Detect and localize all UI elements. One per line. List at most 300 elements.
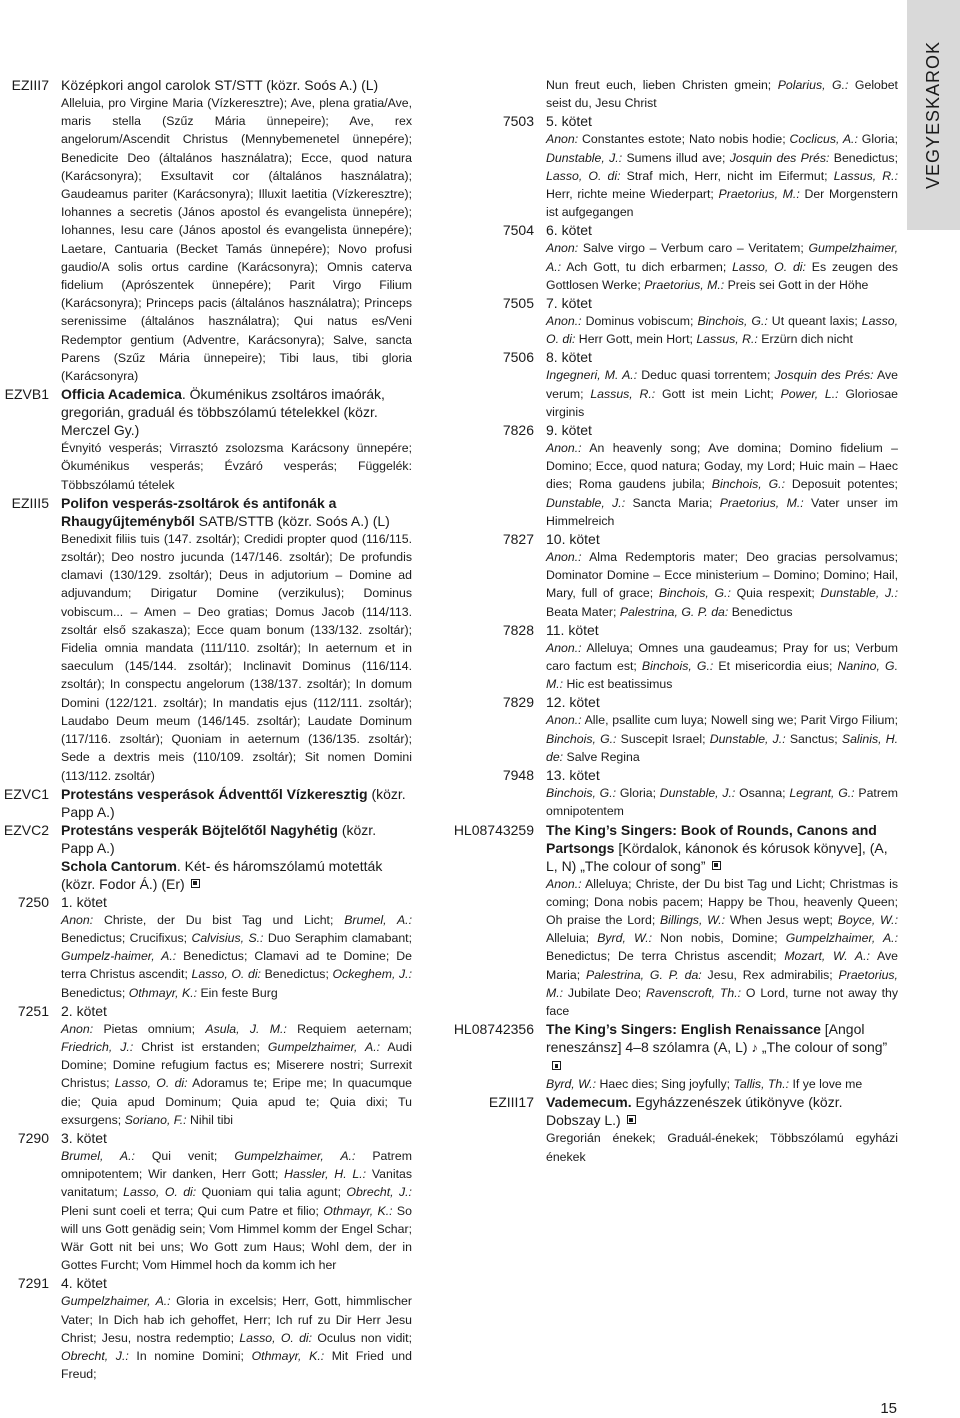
contents-text: Sumens illud ave;	[622, 150, 730, 165]
composer-name: Obrecht, J.:	[346, 1185, 412, 1200]
contents-text: Ave verum;	[546, 368, 898, 401]
catalog-entry	[0, 1274, 412, 1383]
contents-text: Patrem omnipotentem	[546, 786, 898, 819]
composer-name: Ockeghem, J.:	[332, 967, 412, 982]
contents-text: Vanitas vanitatum;	[61, 1167, 412, 1200]
contents-text: Osanna;	[735, 786, 790, 801]
contents-text: Preis sei Gott in der Höhe	[724, 277, 869, 292]
entry-title	[61, 1002, 412, 1020]
contents-text: Erzürn dich nicht	[757, 332, 853, 347]
catalog-entry	[0, 857, 412, 893]
catalog-number: HL08742356	[453, 1021, 534, 1038]
contents-text: Ein feste Burg	[197, 985, 278, 1000]
contents-text: Ach Gott, tu dich erbarmen;	[561, 259, 733, 274]
contents-text: An heavenly song; Ave domina; Domino fidelium – Domino; Ecce, quod natura; Goday, my Lord; Huic main – Haec dies; Roma gaudens jubila;	[546, 441, 898, 492]
contents-text: Non nobis, Domine;	[652, 931, 786, 946]
entry-title	[546, 821, 898, 875]
catalog-number: 7250	[17, 893, 49, 910]
catalog-entry	[446, 421, 898, 530]
title-text: (közr. Papp A.)	[61, 821, 377, 856]
contents-text: Sancta Maria;	[625, 495, 720, 510]
title-text: (közr. Papp A.)	[61, 785, 406, 820]
contents-text: Herr, richte meine Wiederpart;	[546, 187, 719, 202]
catalog-entry	[446, 112, 898, 221]
catalog-number: 7829	[502, 694, 534, 711]
entry-body	[61, 785, 412, 821]
cd-format-icon	[712, 861, 721, 870]
entry-title	[546, 294, 898, 312]
composer-name: Gumpelzhaimer, A.:	[546, 241, 898, 274]
catalog-entry	[0, 385, 412, 494]
composer-name: Anon:	[546, 132, 579, 147]
composer-name: Dunstable, J.:	[546, 495, 626, 510]
composer-name: Mozart, W. A.:	[784, 949, 870, 964]
contents-text: Constantes estote; Nato nobis hodie;	[578, 132, 790, 147]
entry-body	[61, 821, 412, 857]
composer-name: Lasso, O. di:	[732, 259, 806, 274]
entry-body	[546, 821, 898, 1021]
catalog-number: 7948	[502, 767, 534, 784]
contents-text: Qui venit;	[134, 1148, 235, 1163]
composer-name: Binchois, G.:	[546, 731, 617, 746]
right-column	[446, 76, 898, 1166]
cd-format-icon	[191, 879, 200, 888]
title-text: 5. kötet	[546, 113, 592, 130]
contents-text: Alleluia, pro Virgine Maria (Vízkeresztre); Ave, plena gratia/Ave, maris stella (Szűz Mária ünnepeire); Ave, rex angelorum/Ascendit Christus (Mennybemenetel ünnepére); Benedicite Deo (általános használatra); Ecce, quod natura (Karácsonyra); Exsultavit cor (általános használatra); Gaudeamus pariter (Karácsonyra); Illuxit laetitia (Vízkeresztre); Iohannes a secretis (János apostol és evangelista ünnepére); Iohannes, Iesu care (János apostol és evangelista ünnepére); Laetare, Cantuaria (Becket Tamás ünnepére); Novo profusi gaudio/A solis ortus cardine (Karácsonyra); Omnis caterva fidelium (Aprószentek ünnepére); Parit Virgo Filium (Karácsonyra); Princeps pacis (általános használatra); Princeps serenissime (általános használatra); Qui natus es/Veni Redemptor gentium (Adventre, Karácsonyra); Salve, sancta Parens (Szűz Mária ünnepeire); Tibi laus, tibi gloria (Karácsonyra)	[61, 96, 412, 384]
composer-name: Anon.:	[546, 713, 582, 728]
composer-name: Brumel, A.:	[61, 1148, 135, 1163]
title-text: SATB/STTB (közr. Soós A.) (L)	[194, 512, 390, 529]
title-text: Officia Academica	[61, 386, 182, 403]
entry-contents	[546, 312, 898, 348]
composer-name: Gumpelzhaimer, A.:	[61, 1294, 171, 1309]
contents-text: Alleluya; Christe, der Du bist Tag und Licht; Christmas is coming; Dona nobis pacem; Happy be Thou, heavenly Queen; Oh praise the Lord;	[546, 876, 898, 927]
composer-name: Palestrina, G. P. da:	[619, 604, 729, 619]
entry-body	[61, 1129, 412, 1274]
catalog-number: 7826	[502, 422, 534, 439]
contents-text: Requiem aeternam;	[286, 1021, 412, 1036]
catalog-number	[0, 857, 61, 893]
contents-text: Gloria;	[616, 786, 660, 801]
contents-text: Pietas omnium;	[93, 1021, 206, 1036]
title-text: 1. kötet	[61, 893, 107, 910]
title-text: Polifon vesperás-zsoltárok és antifonák a Rhaugyűjteményből	[61, 494, 337, 529]
title-text: 13. kötet	[546, 767, 600, 784]
composer-name: Lasso, O. di:	[546, 314, 899, 347]
catalog-number: 7504	[502, 222, 534, 239]
composer-name: Dunstable, J.:	[820, 586, 898, 601]
composer-name: Anon.:	[546, 876, 582, 891]
entry-contents	[61, 1292, 412, 1383]
composer-name: Gumpelz-haimer, A.:	[61, 949, 177, 964]
composer-name: Lasso, O. di:	[123, 1185, 197, 1200]
composer-name: Praetorius, M.:	[644, 277, 725, 292]
catalog-number: EZIII17	[488, 1094, 534, 1111]
entry-contents	[546, 1129, 898, 1165]
entry-contents	[546, 76, 898, 112]
contents-text: Sanctus;	[785, 731, 842, 746]
entry-title	[61, 385, 412, 439]
contents-text: Patrem omnipotentem; Wir danken, Herr Gott;	[61, 1148, 412, 1182]
catalog-number: EZVB1	[4, 386, 49, 403]
composer-name: Obrecht, J.:	[61, 1348, 129, 1363]
contents-text: Quia respexit;	[730, 586, 821, 601]
entry-contents	[61, 94, 412, 385]
composer-name: Coclicus, A.:	[789, 132, 858, 147]
title-text: 6. kötet	[546, 222, 592, 239]
entry-body	[61, 494, 412, 785]
catalog-number: EZVC2	[3, 821, 49, 838]
contents-text: Salve virgo – Verbum caro – Veritatem;	[578, 241, 809, 256]
contents-text: Straf mich, Herr, nicht im Eifermut;	[620, 168, 834, 183]
composer-name: Ravenscroft, Th.:	[646, 985, 742, 1000]
title-text: Protestáns vesperások Ádventtől Vízkeresztig	[61, 785, 368, 802]
catalog-entry	[0, 785, 412, 821]
title-text: Egyházzenészek útikönyve (közr. Dobszay L.)	[546, 1094, 843, 1129]
contents-text: Duo Seraphim clamabant;	[263, 930, 412, 945]
entry-title	[546, 766, 898, 784]
catalog-number: 7828	[502, 621, 534, 638]
contents-text: Benedictus;	[829, 150, 898, 165]
entry-body	[61, 893, 412, 1002]
entry-body	[546, 112, 898, 221]
contents-text: Haec dies; Sing joyfully;	[596, 1077, 734, 1092]
composer-name: Calvisius, S.:	[191, 930, 264, 945]
contents-text: Jubilate Deo;	[563, 985, 646, 1000]
composer-name: Anon:	[546, 241, 579, 256]
contents-text: Pleni sunt coeli et terra; Qui cum Patre et filio;	[61, 1203, 324, 1218]
catalog-entry	[446, 1093, 898, 1165]
contents-text: Gloria;	[857, 132, 898, 147]
contents-text: Alleluya; Omnes una gaudeamus; Pray for us; Verbum caro factum est;	[546, 640, 898, 674]
catalog-number: 7291	[17, 1275, 49, 1292]
composer-name: Billings, W.:	[659, 912, 726, 927]
contents-text: Es zeugen des Gottlosen Werke;	[546, 259, 898, 292]
contents-text: Ave Maria;	[546, 949, 898, 982]
contents-text: Alma Redemptoris mater; Deo gracias persolvamus; Dominator Domine – Ecce ministerium – Domino; Domino; Hail, Mary, full of grace;	[546, 550, 898, 601]
catalog-entry	[0, 494, 412, 785]
entry-title	[61, 893, 412, 911]
contents-text: Deduc quasi torrentem;	[637, 368, 775, 383]
contents-text: Nihil tibi	[186, 1112, 234, 1127]
title-text: „The colour of song”	[758, 1039, 888, 1056]
composer-name: Anon:	[61, 1021, 94, 1036]
catalog-entry	[446, 221, 898, 294]
contents-text: Suscepit Israel;	[616, 731, 710, 746]
title-text: [Angol reneszánsz] 4–8 szólamra (A, L)	[546, 1021, 865, 1056]
composer-name: Binchois, G.:	[546, 786, 617, 801]
entry-title	[61, 1274, 412, 1292]
composer-name: Anon.:	[546, 640, 582, 655]
entry-title	[61, 785, 412, 821]
entry-title	[61, 821, 412, 857]
contents-text: Quoniam qui talia agunt;	[196, 1185, 347, 1200]
contents-text: Gregorián énekek; Graduál-énekek; Többszólamú egyházi énekek	[546, 1131, 898, 1164]
composer-name: Brumel, A.:	[344, 912, 412, 927]
entry-contents	[546, 784, 898, 820]
composer-name: Anon.:	[546, 441, 582, 456]
contents-text: Oculus non vidit;	[312, 1330, 412, 1345]
title-text: Középkori angol carolok	[61, 77, 215, 93]
entry-contents	[546, 366, 898, 421]
entry-title	[546, 348, 898, 366]
contents-text: Benedixit filiis tuis (147. zsoltár); Credidi propter quod (116/115. zsoltár); Deo nostro jucunda (147/146. zsoltár); De profundis clamavi (130/129. zsoltár); Deus in adjutorium – Domine ad adjuvandum; Dirigatur Domine (verzikulus); Dominus vobiscum... – Amen – Deo gratias; Domus Jacob (114/113. zsoltár első szakasza); Ecce quam bonum (133/132. zsoltár); Fidelia omnia mandata (111/110. zsoltár); In aeternum et in saeculum (145/144. zsoltár); Inclinavit Dominus (116/114. zsoltár); In conspectu angelorum (138/137. zsoltár); In domum Domini (122/121. zsoltár); In mandatis ejus (112/111. zsoltár); Laudabo Deum meum (146/145. zsoltár); Laudate Dominum (117/116. zsoltár); Quoniam in aeternum (136/135. zsoltár); Sede a dextris meis (110/109. zsoltár); Sit nomen Domini (113/112. zsoltár)	[61, 531, 412, 783]
title-text: [Kördalok, kánonok és kórusok könyve], (A, L, N) „The colour of song”	[546, 839, 888, 874]
entry-body	[546, 621, 898, 694]
contents-text: Audi Domine; Domine refugium factus es; Miserere nostri; Surrexit Christus;	[61, 1039, 412, 1091]
entry-body	[546, 294, 898, 348]
composer-name: Gumpelzhaimer, A.:	[234, 1148, 356, 1163]
composer-name: Lasso, O. di:	[114, 1076, 188, 1091]
title-text: 10. kötet	[546, 531, 600, 548]
contents-text: Adoramus te; Eripe me; In quacumque die; Quia apud Dominum; Quia apud te; Quia dixi; Tu exsurgens;	[61, 1076, 412, 1127]
composer-name: Lassus, R.:	[696, 332, 758, 347]
catalog-entry	[446, 693, 898, 766]
entry-contents	[61, 530, 412, 785]
cd-format-icon	[627, 1115, 636, 1124]
composer-name: Soriano, F.:	[124, 1112, 187, 1127]
title-text: 9. kötet	[546, 422, 592, 439]
catalog-number: 7251	[17, 1002, 49, 1019]
entry-body	[61, 76, 412, 385]
contents-text: Benedictus	[728, 604, 793, 619]
entry-title	[61, 857, 412, 893]
catalog-entry	[446, 348, 898, 421]
contents-text: Gott ist mein Licht;	[655, 386, 781, 401]
contents-text: If ye love me	[789, 1077, 863, 1092]
composer-name: Dunstable, J.:	[709, 731, 786, 746]
entry-title	[61, 494, 412, 530]
entry-title	[61, 1129, 412, 1147]
composer-name: Ingegneri, M. A.:	[546, 368, 638, 383]
contents-text: Hic est beatissimus	[563, 677, 673, 692]
entry-body	[61, 385, 412, 494]
entry-body	[546, 1093, 898, 1165]
composer-name: Binchois, G.:	[641, 659, 714, 674]
entry-contents	[61, 1147, 412, 1274]
entry-body	[546, 76, 898, 112]
composer-name: Binchois, G.:	[697, 314, 768, 329]
entry-contents	[546, 439, 898, 530]
title-text: 7. kötet	[546, 295, 592, 312]
contents-text: Beata Mater;	[546, 604, 620, 619]
contents-text: Alleluia;	[546, 931, 598, 946]
composer-name: Binchois, G.:	[711, 477, 785, 492]
catalog-number: EZIII5	[11, 494, 49, 511]
contents-text: Ut queant laxis;	[767, 314, 862, 329]
composer-name: Dunstable, J.:	[659, 786, 736, 801]
entry-contents	[546, 130, 898, 221]
contents-text: Évnyitó vesperás; Virrasztó zsolozsma Karácsony ünnepére; Ökuménikus vesperás; Évzáró vesperás; Függelék: Többszólamú tételek	[61, 441, 412, 492]
contents-text: Vater unser im Himmelreich	[546, 495, 898, 528]
entry-contents	[546, 1075, 898, 1093]
contents-text: Jesu, Rex admirabilis;	[701, 967, 839, 982]
composer-name: Praetorius, M.:	[718, 187, 800, 202]
catalog-number: 7505	[502, 295, 534, 312]
catalog-entry	[446, 1020, 898, 1093]
catalog-entry	[446, 76, 898, 112]
contents-text: Benedictus;	[61, 985, 129, 1000]
entry-body	[546, 530, 898, 621]
catalog-number: 7290	[17, 1129, 49, 1146]
composer-name: Praetorius, M.:	[546, 967, 898, 1000]
composer-name: Tallis, Th.:	[733, 1077, 790, 1092]
entry-contents	[546, 639, 898, 694]
catalog-number: 7503	[502, 113, 534, 130]
title-text: 3. kötet	[61, 1129, 107, 1146]
entry-contents	[546, 239, 898, 294]
composer-name: Boyce, W.:	[837, 912, 899, 927]
entry-title	[546, 421, 898, 439]
entry-contents	[546, 875, 898, 1021]
composer-name: Gumpelzhaimer, A.:	[785, 931, 898, 946]
composer-name: Josquin des Prés:	[774, 368, 874, 383]
composer-name: Anon.:	[546, 550, 582, 565]
catalog-entry	[446, 766, 898, 820]
title-text: . Két- és háromszólamú motetták (közr. Fodor Á.) (Er)	[61, 857, 383, 892]
entry-title	[546, 1093, 898, 1129]
section-tab	[907, 0, 960, 230]
composer-name: Nanino, G. M.:	[546, 659, 898, 692]
contents-text: Salve Regina	[563, 749, 640, 764]
entry-contents	[61, 911, 412, 1002]
left-column	[0, 76, 412, 1383]
catalog-entry	[0, 893, 412, 1002]
entry-body	[61, 1002, 412, 1129]
entry-contents	[546, 711, 898, 766]
title-text: 8. kötet	[546, 349, 592, 366]
cd-format-icon	[552, 1061, 561, 1070]
entry-title	[546, 621, 898, 639]
catalog-number: 7506	[502, 349, 534, 366]
composer-name: Lassus, R.:	[590, 386, 656, 401]
entry-contents	[61, 439, 412, 494]
composer-name: Lasso, O. di:	[546, 168, 621, 183]
title-text: 2. kötet	[61, 1002, 107, 1019]
composer-name: Anon:	[61, 912, 94, 927]
entry-title	[546, 1020, 898, 1075]
contents-text: Dominus vobiscum;	[581, 314, 698, 329]
catalog-entry	[446, 821, 898, 1021]
composer-name: Friedrich, J.:	[61, 1039, 134, 1054]
title-text: Schola Cantorum	[61, 857, 177, 874]
contents-text: In nomine Domini;	[128, 1348, 252, 1363]
composer-name: Legrant, G.:	[789, 786, 855, 801]
catalog-entry	[0, 821, 412, 857]
contents-text: Benedictus; Crucifixus;	[61, 930, 192, 945]
contents-text: Deposuit potentes;	[785, 477, 898, 492]
entry-body	[546, 348, 898, 421]
title-text: Vademecum.	[546, 1094, 632, 1111]
page-number: 15	[880, 1400, 897, 1417]
composer-name: Polarius, G.:	[777, 78, 849, 92]
catalog-entry	[446, 294, 898, 348]
composer-name: Lasso, O. di:	[191, 967, 261, 982]
entry-title	[546, 221, 898, 239]
contents-text: Nun freut euch, lieben Christen gmein;	[546, 78, 778, 92]
contents-text: Herr Gott, mein Hort;	[575, 332, 697, 347]
composer-name: Lasso, O. di:	[239, 1330, 313, 1345]
entry-contents	[546, 548, 898, 621]
contents-text: Gloria in excelsis; Herr, Gott, himmlischer Vater; In Dich hab ich gehoffet, Herr; Ich ruf zu Dir Herr Jesu Christ; Jesu, nostra redemptio;	[61, 1294, 412, 1345]
composer-name: Byrd, W.:	[597, 931, 653, 946]
composer-name: Asula, J. M.:	[205, 1021, 287, 1036]
contents-text: Et misericordia eius;	[713, 659, 838, 674]
composer-name: Othmayr, K.:	[128, 985, 198, 1000]
composer-name: Palestrina, G. P. da:	[586, 967, 702, 982]
entry-body	[546, 693, 898, 766]
composer-name: Power, L.:	[780, 386, 839, 401]
contents-text: Gloriosae virginis	[546, 386, 898, 419]
title-text: 11. kötet	[546, 621, 599, 638]
catalog-number	[446, 76, 546, 112]
composer-name: Gumpelzhaimer, A.:	[267, 1039, 381, 1054]
entry-body	[61, 1274, 412, 1383]
entry-body	[546, 221, 898, 294]
contents-text: Benedictus; De terra Christus ascendit;	[546, 949, 785, 964]
catalog-number: EZVC1	[3, 785, 49, 802]
music-note-icon: ♪	[751, 1040, 759, 1056]
title-text: Protestáns vesperák Böjtelőtől Nagyhétig	[61, 821, 338, 838]
catalog-entry	[0, 76, 412, 385]
composer-name: Byrd, W.:	[546, 1077, 597, 1092]
contents-text: Alle, psallite cum luya; Nowell sing we; Parit Virgo Filium;	[581, 713, 898, 728]
catalog-entry	[0, 1002, 412, 1129]
catalog-entry	[446, 621, 898, 694]
catalog-number: EZIII7	[11, 77, 49, 93]
catalog-entry	[0, 1129, 412, 1274]
composer-name: Lassus, R.:	[833, 168, 898, 183]
contents-text: So will uns Gott genädig sein; Vom Himmel komm der Engel Schar; Wär Gott nit bei uns; Wo Gott zum Haus; Wohl dem, der in Gottes Furcht; Vom Himmel hoch da komm ich her	[61, 1203, 412, 1273]
catalog-number: HL08743259	[453, 821, 534, 838]
contents-text: Christ ist erstanden;	[133, 1039, 268, 1054]
entry-contents	[61, 1020, 412, 1129]
contents-text: Benedictus; Clamavi ad te Domine; De terra Christus ascendit;	[61, 949, 412, 982]
title-text: . Ökuménikus zsoltáros imaórák, gregorián, graduál és többszólamú tételekkel (közr. Merczel Gy.)	[61, 386, 385, 439]
catalog-number: 7827	[502, 531, 534, 548]
composer-name: Josquin des Prés:	[729, 150, 830, 165]
contents-text: Mit Fried und Freud;	[61, 1348, 412, 1382]
entry-title	[546, 530, 898, 548]
composer-name: Hassler, H. L.:	[284, 1167, 367, 1182]
catalog-entry	[446, 530, 898, 621]
entry-body	[546, 766, 898, 820]
title-text: ST/STT (közr. Soós A.) (L)	[214, 77, 379, 93]
composer-name: Binchois, G.:	[658, 586, 731, 601]
composer-name: Othmayr, K.:	[323, 1203, 393, 1218]
entry-body	[61, 857, 412, 893]
composer-name: Othmayr, K.:	[251, 1348, 325, 1363]
title-text: 12. kötet	[546, 694, 600, 711]
title-text: The King’s Singers: Book of Rounds, Canons and Partsongs	[546, 821, 877, 856]
entry-body	[546, 421, 898, 530]
composer-name: Anon.:	[546, 314, 582, 329]
contents-text: Gelobet seist du, Jesu Christ	[546, 78, 898, 111]
composer-name: Dunstable, J.:	[546, 150, 623, 165]
composer-name: Praetorius, M.:	[719, 495, 804, 510]
title-text: 4. kötet	[61, 1275, 107, 1292]
contents-text: Christe, der Du bist Tag und Licht;	[93, 912, 345, 927]
entry-title	[61, 76, 412, 94]
contents-text: When Jesus wept;	[725, 912, 838, 927]
entry-title	[546, 112, 898, 130]
contents-text: Benedictus;	[260, 967, 333, 982]
title-text: The King’s Singers: English Renaissance	[546, 1021, 821, 1038]
section-tab-label: VEGYESKAROK	[923, 40, 943, 190]
composer-name: Salinis, H. de:	[546, 731, 898, 764]
entry-title	[546, 693, 898, 711]
contents-text: Der Morgenstern ist aufgegangen	[546, 187, 898, 220]
